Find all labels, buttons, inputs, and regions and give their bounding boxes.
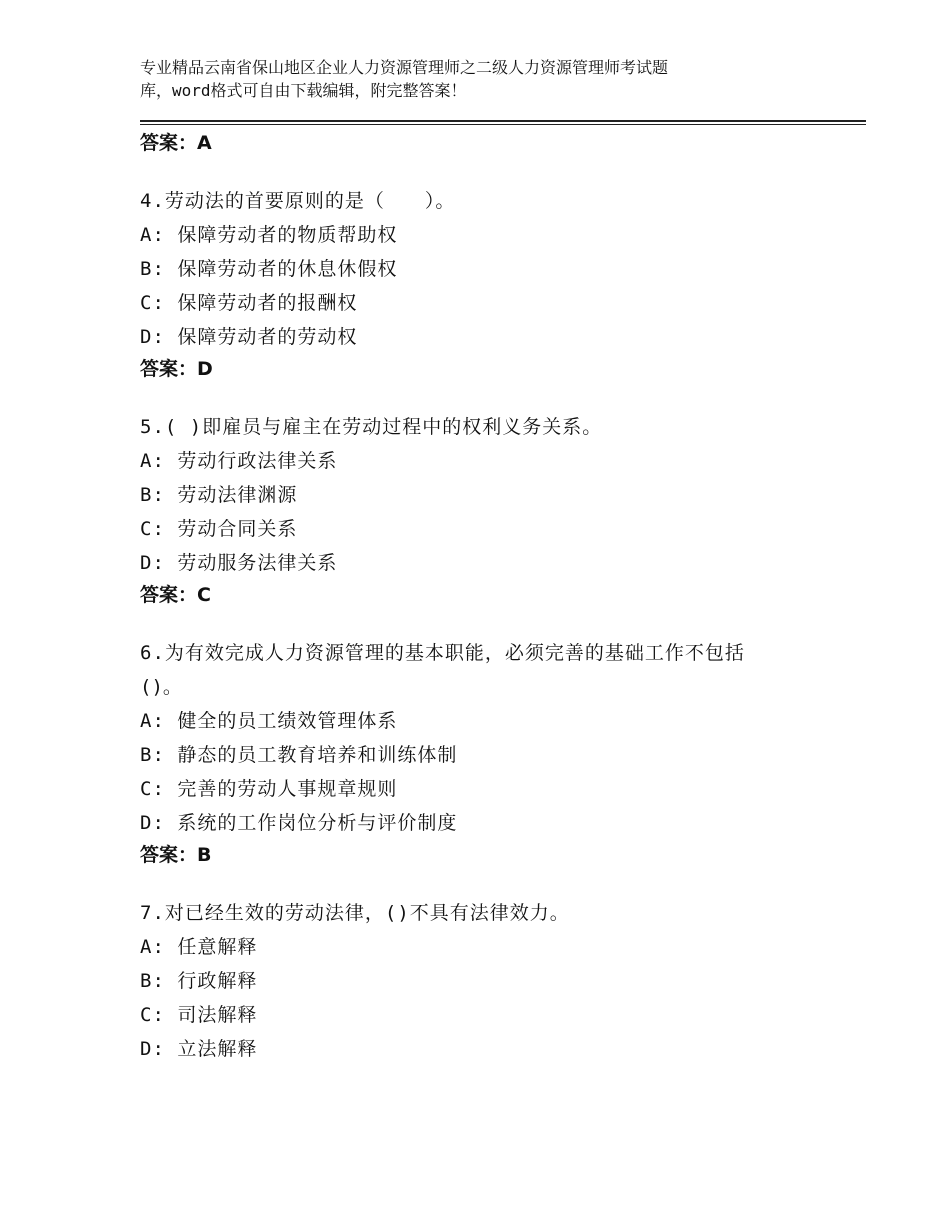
question-stem: 4.劳动法的首要原则的是（ ）。 <box>140 190 456 212</box>
option-b: B: 静态的员工教育培养和训练体制 <box>140 744 458 766</box>
answer: 答案：D <box>140 358 213 380</box>
option-c: C: 完善的劳动人事规章规则 <box>140 778 398 800</box>
question-7 <box>140 896 820 1066</box>
option-b: B: 劳动法律渊源 <box>140 484 298 506</box>
option-c: C: 劳动合同关系 <box>140 518 298 540</box>
option-b: B: 保障劳动者的休息休假权 <box>140 258 398 280</box>
option-d: D: 劳动服务法律关系 <box>140 552 338 574</box>
option-c: C: 司法解释 <box>140 1004 258 1026</box>
page-header <box>140 56 790 102</box>
question-stem: 7.对已经生效的劳动法律，()不具有法律效力。 <box>140 902 570 924</box>
answer: 答案：C <box>140 584 211 606</box>
header-rule <box>140 120 866 125</box>
question-4 <box>140 184 820 384</box>
question-stem-continuation: ()。 <box>140 676 182 698</box>
option-a: A: 保障劳动者的物质帮助权 <box>140 224 398 246</box>
option-c: C: 保障劳动者的报酬权 <box>140 292 358 314</box>
header-rule-thick <box>140 120 866 122</box>
option-d: D: 立法解释 <box>140 1038 258 1060</box>
answer: 答案：B <box>140 844 212 866</box>
header-line-2: 库，word格式可自由下载编辑，附完整答案！ <box>140 81 467 100</box>
question-stem: 5.( )即雇员与雇主在劳动过程中的权利义务关系。 <box>140 416 603 438</box>
option-d: D: 保障劳动者的劳动权 <box>140 326 358 348</box>
question-stem: 6.为有效完成人力资源管理的基本职能，必须完善的基础工作不包括 <box>140 642 745 664</box>
option-d: D: 系统的工作岗位分析与评价制度 <box>140 812 458 834</box>
option-a: A: 劳动行政法律关系 <box>140 450 338 472</box>
option-a: A: 健全的员工绩效管理体系 <box>140 710 398 732</box>
option-b: B: 行政解释 <box>140 970 258 992</box>
content <box>140 128 820 1066</box>
question-5 <box>140 410 820 610</box>
header-rule-thin <box>140 124 866 125</box>
option-a: A: 任意解释 <box>140 936 258 958</box>
answer-previous: 答案：A <box>140 132 212 154</box>
question-6 <box>140 636 820 870</box>
header-line-1: 专业精品云南省保山地区企业人力资源管理师之二级人力资源管理师考试题 <box>140 58 669 77</box>
